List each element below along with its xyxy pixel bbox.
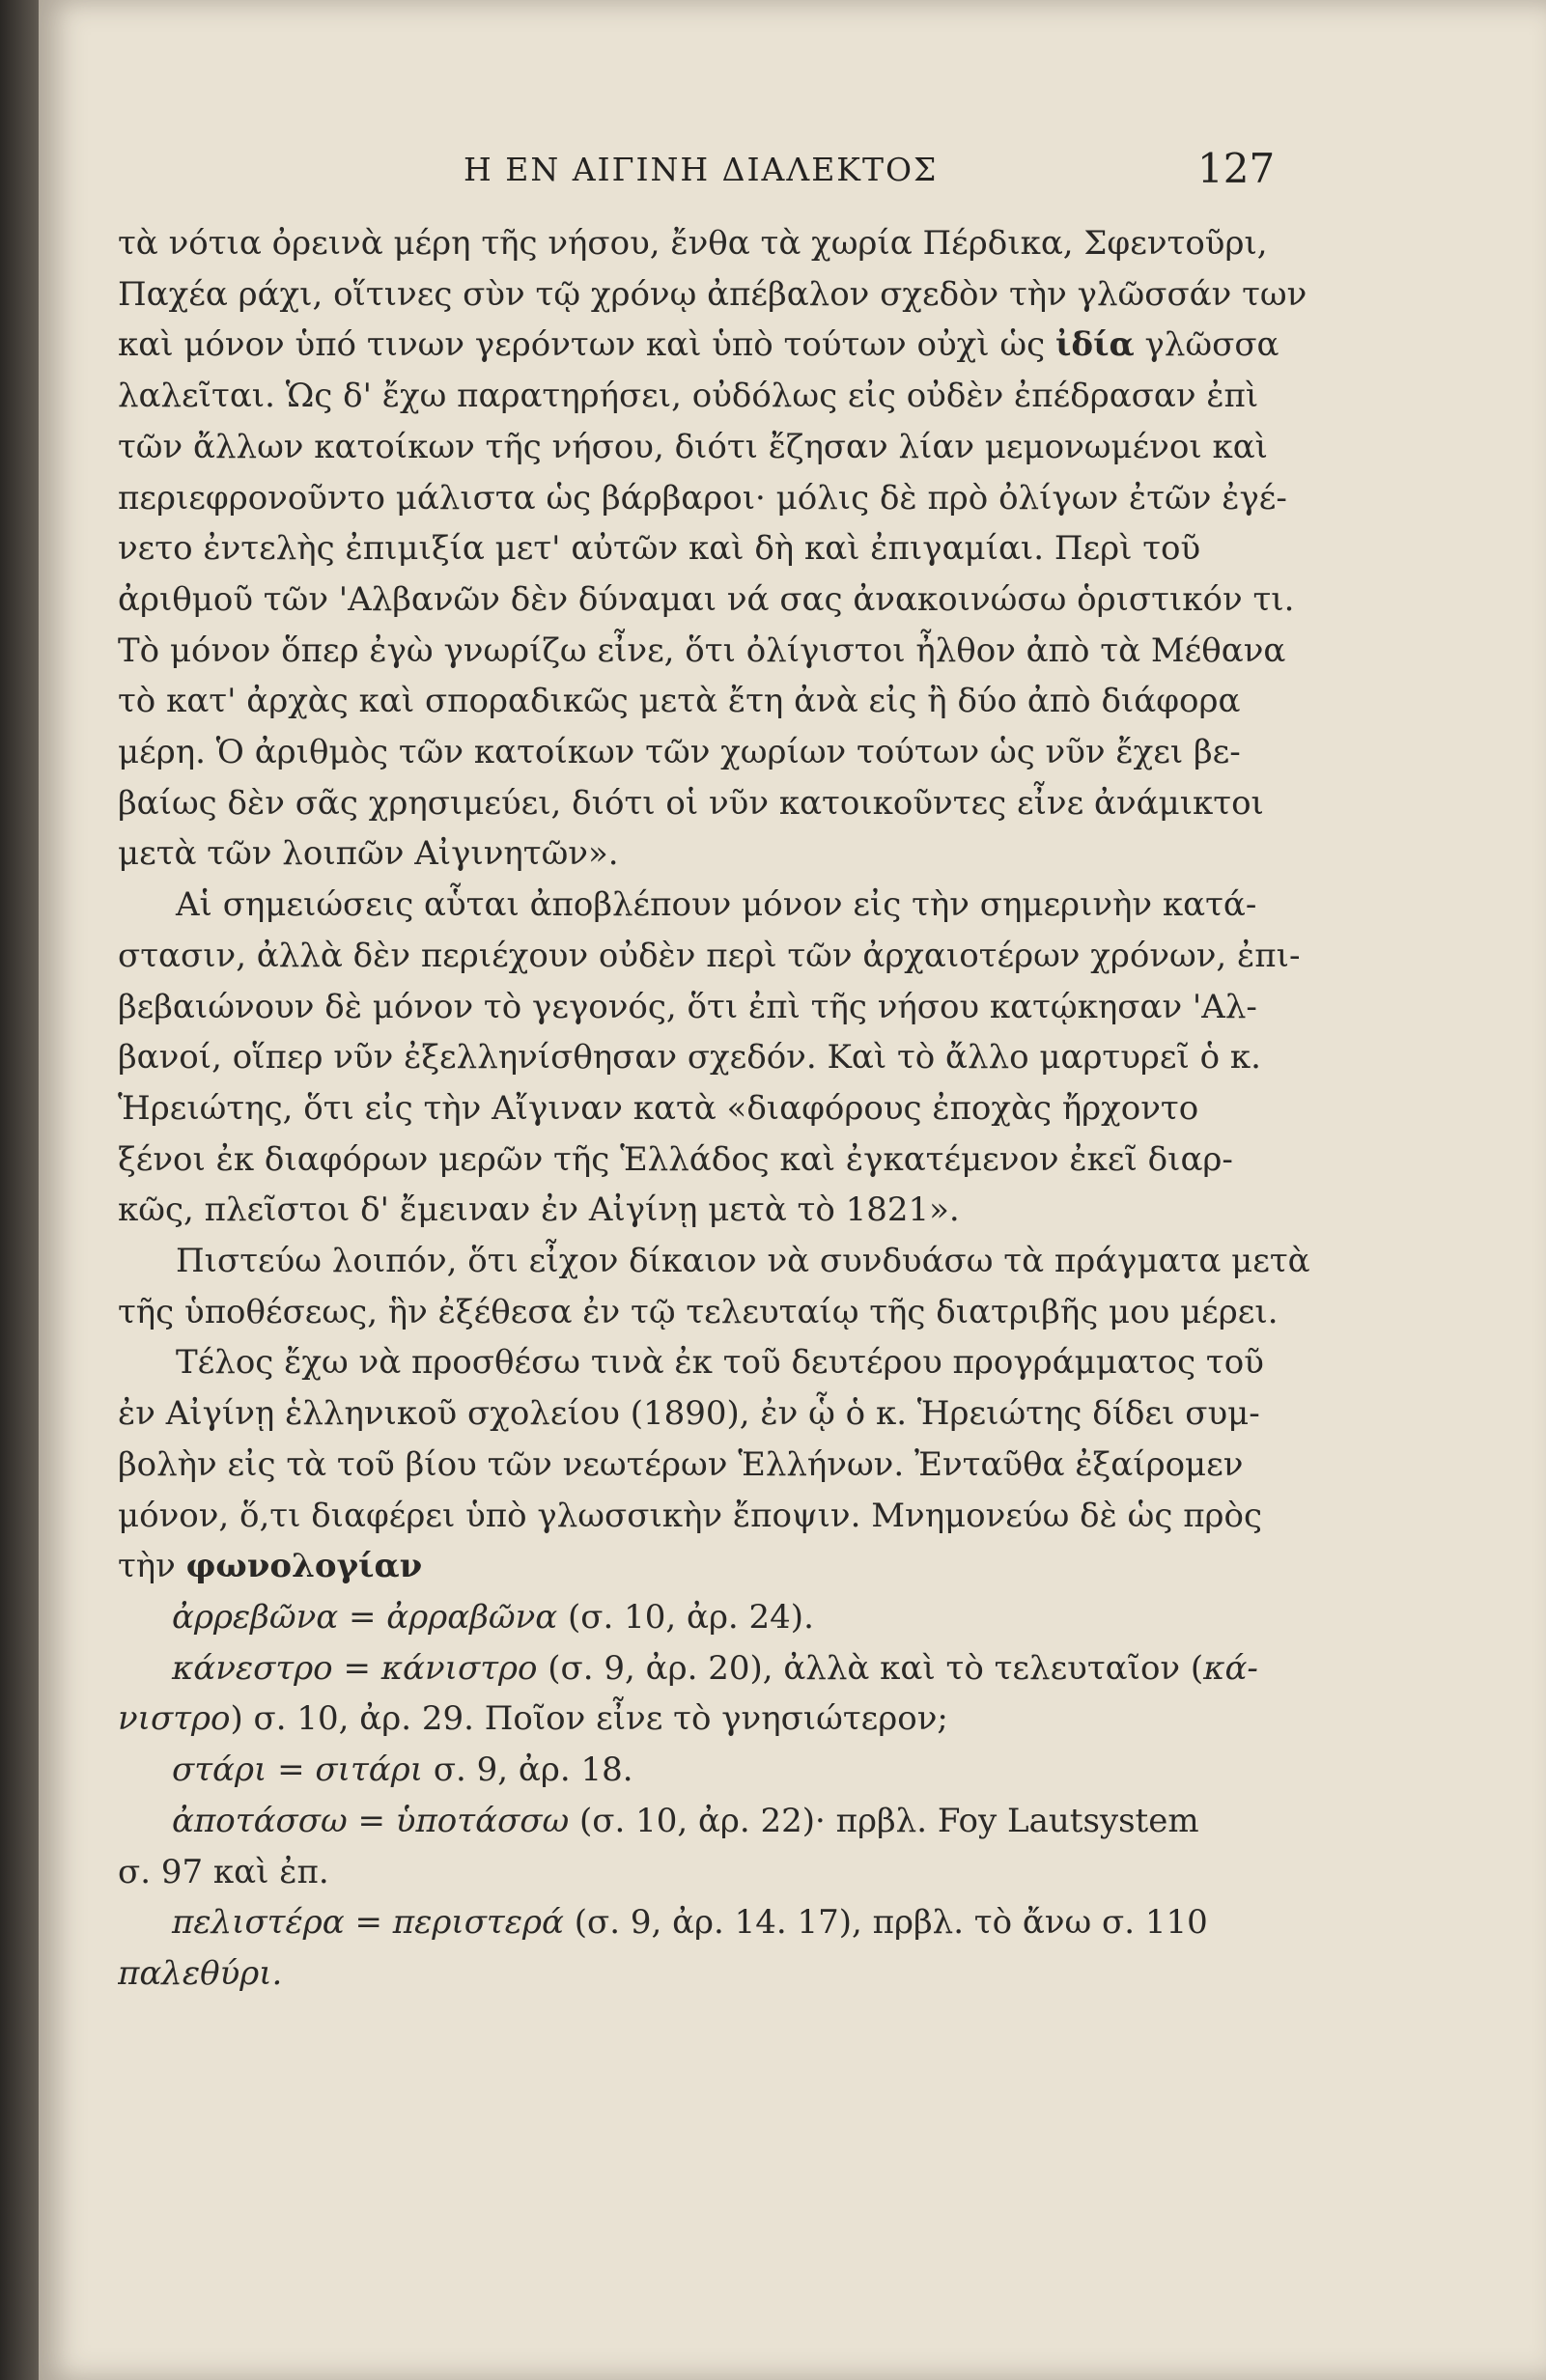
text-line [118,320,1325,371]
text-line: Πιστεύω λοιπόν, ὅτι εἶχον δίκαιον νὰ συνδυάσω τὰ πράγματα μετὰ [176,1242,1310,1281]
text-span: καὶ μόνον ὑπό τινων γερόντων καὶ ὑπὸ τούτων οὐχὶ ὡς [118,325,1046,365]
text-line: Τέλος ἔχω νὰ προσθέσω τινὰ ἐκ τοῦ δευτέρου προγράμματος τοῦ [176,1343,1264,1383]
text-line: μετὰ τῶν λοιπῶν Αἰγινητῶν». [118,834,619,874]
text-line: τὸ κατ' ἀρχὰς καὶ σποραδικῶς μετὰ ἔτη ἀνὰ εἰς ἢ δύο ἀπὸ διάφορα [118,682,1241,721]
text-line: κῶς, πλεῖστοι δ' ἔμειναν ἐν Αἰγίνῃ μετὰ τὸ 1821». [118,1190,960,1230]
page-number: 127 [1197,145,1276,192]
example-ref: (σ. 9, ἀρ. 20), ἀλλὰ καὶ τὸ τελευταῖον ( [537,1648,1204,1688]
text-line: Παχέα ράχι, οἵτινες σὺν τῷ χρόνῳ ἀπέβαλον σχεδὸν τὴν γλῶσσάν των [118,274,1307,314]
text-line: περιεφρονοῦντο μάλιστα ὡς βάρβαροι· μόλις δὲ πρὸ ὀλίγων ἐτῶν ἐγέ- [118,478,1287,518]
example-term: κά- [1203,1648,1258,1688]
text-line: μόνον, ὅ,τι διαφέρει ὑπὸ γλωσσικὴν ἔποψιν. Μνημονεύω δὲ ὡς πρὸς [118,1496,1263,1535]
text-line: βεβαιώνουν δὲ μόνον τὸ γεγονός, ὅτι ἐπὶ τῆς νήσου κατῴκησαν 'Αλ- [118,987,1257,1026]
text-line: ξένοι ἐκ διαφόρων μερῶν τῆς Ἑλλάδος καὶ ἐγκατέμενον ἐκεῖ διαρ- [118,1139,1233,1179]
text-line: στασιν, ἀλλὰ δὲν περιέχουν οὐδὲν περὶ τῶν ἀρχαιοτέρων χρόνων, ἐπι- [118,936,1301,975]
text-span: τὴν [118,1547,176,1586]
example-line [118,1948,1325,2000]
example-ref: σ. 9, ἀρ. 18. [423,1750,633,1790]
example-ref: (σ. 10, ἀρ. 22)· πρβλ. Foy Lautsystem [569,1801,1199,1840]
text-line: τῶν ἄλλων κατοίκων τῆς νήσου, διότι ἔζησαν λίαν μεμονωμένοι καὶ [118,427,1268,466]
text-line [118,1541,1325,1592]
example-term: ἀποτάσσω = ὑποτάσσω [172,1801,570,1840]
text-line: μέρη. Ὁ ἀριθμὸς τῶν κατοίκων τῶν χωρίων τούτων ὡς νῦν ἔχει βε- [118,733,1241,772]
example-line [118,1745,1325,1796]
text-line: λαλεῖται. Ὡς δ' ἔχω παρατηρήσει, οὐδόλως εἰς οὐδὲν ἐπέδρασαν ἐπὶ [118,377,1259,416]
example-term: πελιστέρα = περιστερά [172,1903,564,1943]
running-title: Η ΕΝ ΑΙΓΙΝΗ ΔΙΑΛΕΚΤΟΣ [464,151,939,188]
example-line [118,1694,1325,1745]
example-term: παλεθύρι. [118,1953,283,1993]
text-line: νετο ἐντελὴς ἐπιμιξία μετ' αὐτῶν καὶ δὴ καὶ ἐπιγαμίαι. Περὶ τοῦ [118,529,1201,569]
example-term: ἀρρεβῶνα = ἀρραβῶνα [172,1597,558,1637]
text-line: βανοί, οἵπερ νῦν ἐξελληνίσθησαν σχεδόν. Καὶ τὸ ἄλλο μαρτυρεῖ ὁ κ. [118,1038,1261,1078]
text-span: γλῶσσα [1144,325,1279,365]
text-line: ἐν Αἰγίνῃ ἑλληνικοῦ σχολείου (1890), ἐν ᾧ ὁ κ. Ἡρειώτης δίδει συμ- [118,1394,1260,1434]
text-line: ἀριθμοῦ τῶν 'Αλβανῶν δὲν δύναμαι νά σας ἀνακοινώσω ὁριστικόν τι. [118,579,1295,619]
example-line [118,1897,1325,1948]
bold-term: φωνολογίαν [185,1547,423,1586]
example-term: νιστρο [118,1699,231,1739]
example-line: σ. 97 καὶ ἐπ. [118,1852,329,1891]
example-line [118,1796,1325,1847]
body-text [118,218,1325,2000]
text-line: τὰ νότια ὀρεινὰ μέρη τῆς νήσου, ἔνθα τὰ χωρία Πέρδικα, Σφεντοῦρι, [118,224,1268,263]
example-term: στάρι = σιτάρι [172,1750,424,1790]
text-line: Αἱ σημειώσεις αὗται ἀποβλέπουν μόνον εἰς τὴν σημερινὴν κατά- [176,885,1257,925]
text-line: Ἡρειώτης, ὅτι εἰς τὴν Αἴγιναν κατὰ «διαφόρους ἐποχὰς ἤρχοντο [118,1088,1199,1128]
text-line: βολὴν εἰς τὰ τοῦ βίου τῶν νεωτέρων Ἑλλήνων. Ἐνταῦθα ἐξαίρομεν [118,1444,1244,1484]
book-page [39,0,1546,2380]
bold-term: ἰδία [1054,325,1135,365]
running-head [39,145,1546,203]
example-line [118,1592,1325,1643]
example-ref: ) σ. 10, ἀρ. 29. Ποῖον εἶνε τὸ γνησιώτερον; [230,1699,948,1739]
text-line: Τὸ μόνον ὅπερ ἐγὼ γνωρίζω εἶνε, ὅτι ὀλίγιστοι ἦλθον ἀπὸ τὰ Μέθανα [118,630,1286,670]
text-line: τῆς ὑποθέσεως, ἣν ἐξέθεσα ἐν τῷ τελευταίῳ τῆς διατριβῆς μου μέρει. [118,1292,1279,1331]
example-line [118,1643,1325,1694]
text-line: βαίως δὲν σᾶς χρησιμεύει, διότι οἱ νῦν κατοικοῦντες εἶνε ἀνάμικτοι [118,783,1264,823]
example-ref: (σ. 9, ἀρ. 14. 17), πρβλ. τὸ ἄνω σ. 110 [563,1903,1208,1943]
example-term: κάνεστρο = κάνιστρο [172,1648,538,1688]
example-ref: (σ. 10, ἀρ. 24). [557,1597,814,1637]
